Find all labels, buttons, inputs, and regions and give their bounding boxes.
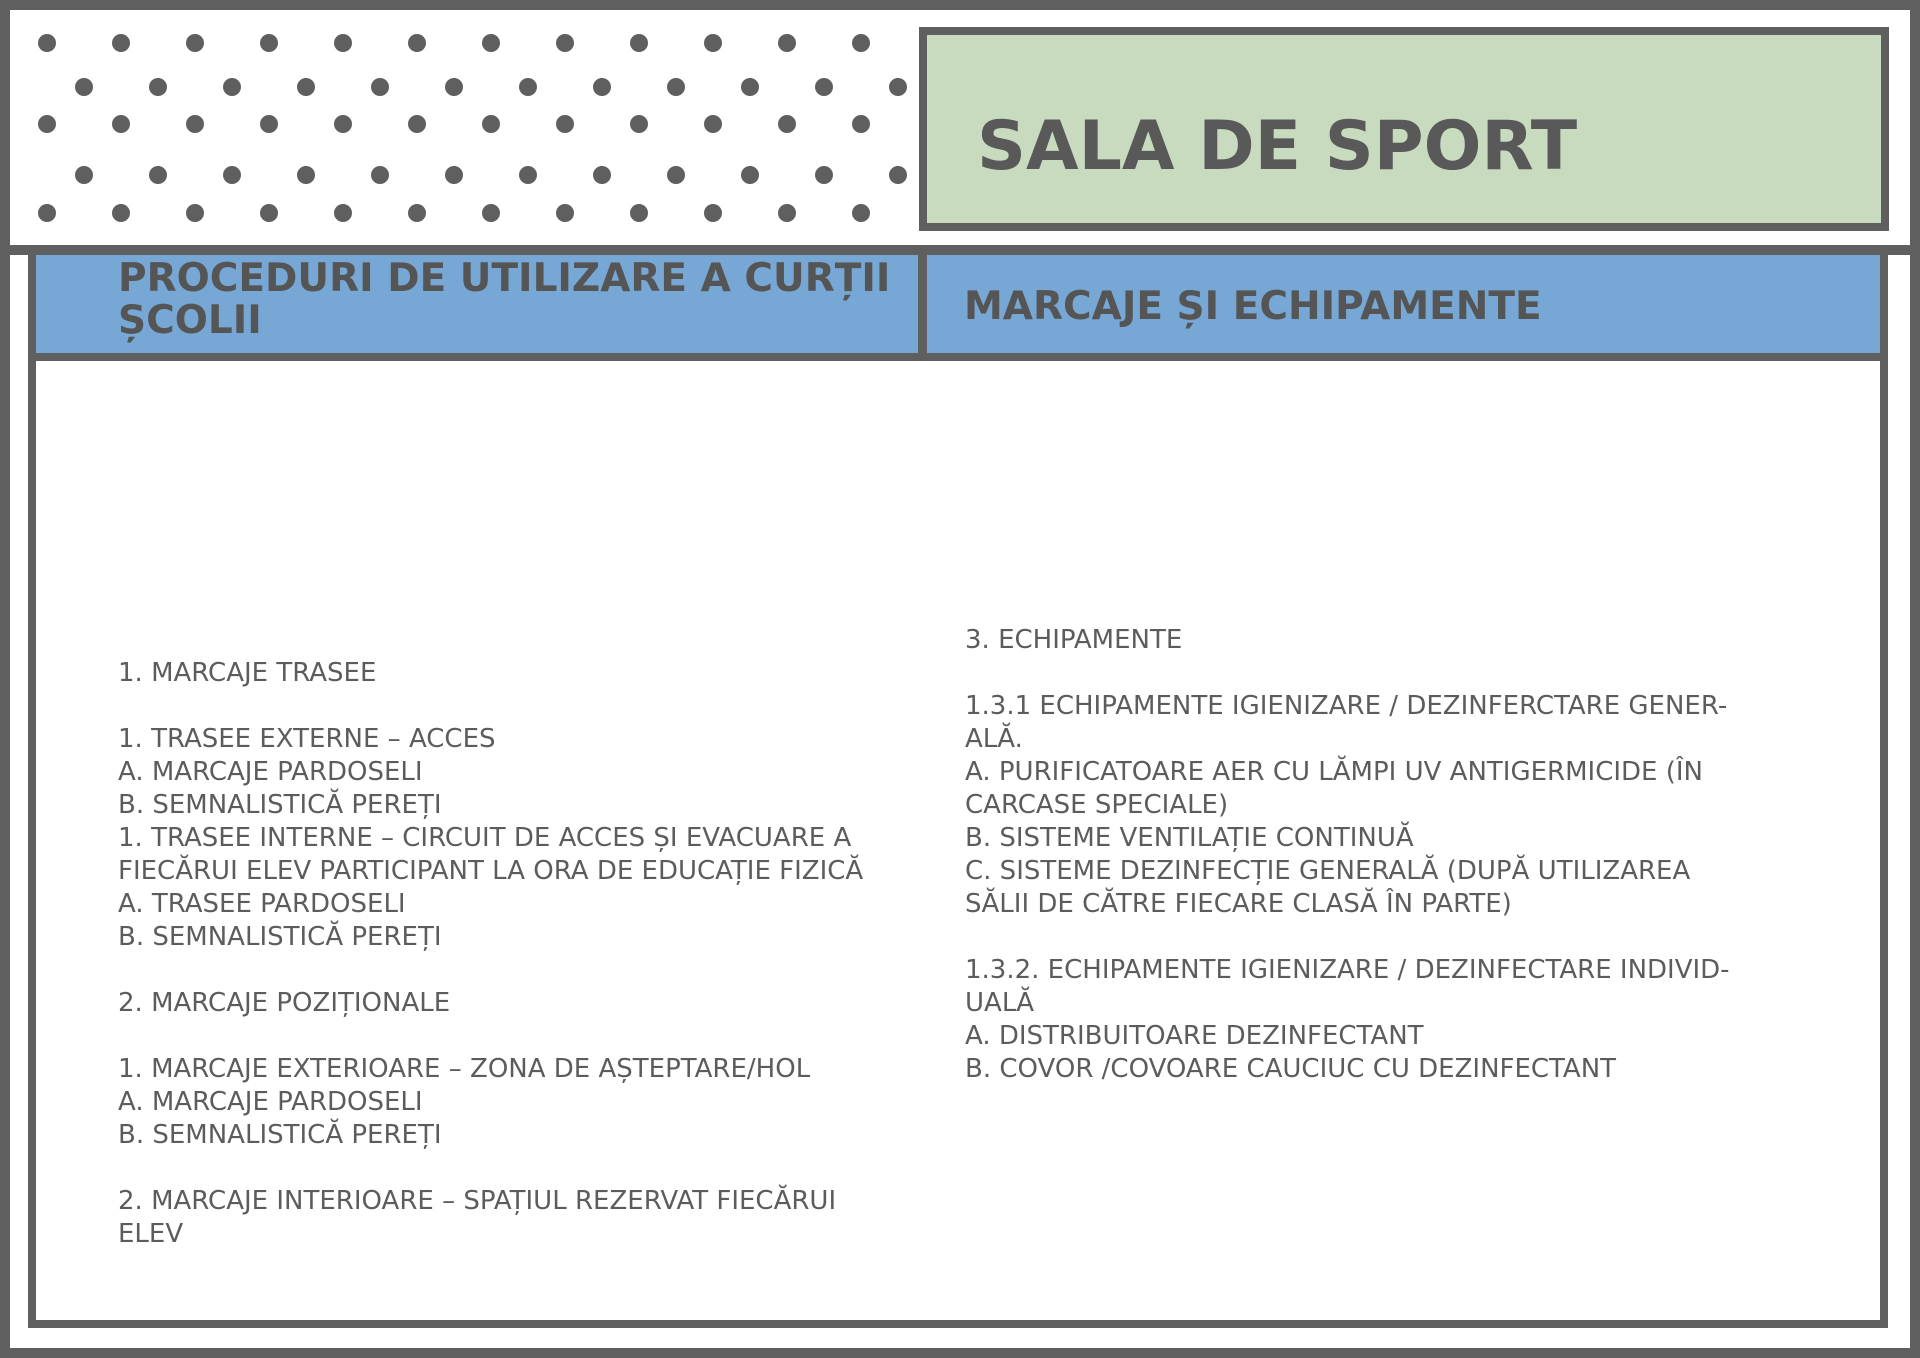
dot xyxy=(889,166,907,184)
header-left-title: PROCEDURI DE UTILIZARE A CURȚII ȘCOLII xyxy=(118,256,891,343)
dot xyxy=(112,204,130,222)
dot xyxy=(482,115,500,133)
dot xyxy=(556,115,574,133)
dot xyxy=(75,166,93,184)
dot xyxy=(852,204,870,222)
dot xyxy=(75,78,93,96)
dot xyxy=(667,166,685,184)
dot xyxy=(149,78,167,96)
dot xyxy=(297,166,315,184)
page-title: SALA DE SPORT xyxy=(977,107,1578,186)
text-line: B. SEMNALISTICĂ PEREȚI xyxy=(118,922,442,952)
dot xyxy=(778,204,796,222)
text-line: 1. MARCAJE EXTERIOARE – ZONA DE AȘTEPTARE/HOL xyxy=(118,1054,811,1084)
dot xyxy=(630,34,648,52)
dot xyxy=(112,34,130,52)
dot xyxy=(519,78,537,96)
dot xyxy=(889,78,907,96)
dot xyxy=(408,204,426,222)
text-line: 1.3.2. ECHIPAMENTE IGIENIZARE / DEZINFECTARE INDIVID- xyxy=(965,955,1730,985)
dot xyxy=(482,34,500,52)
text-line xyxy=(118,1020,938,1053)
dot xyxy=(704,34,722,52)
dot-pattern-graphic xyxy=(10,10,915,245)
dot xyxy=(815,78,833,96)
text-line: 1. TRASEE INTERNE – CIRCUIT DE ACCES ȘI EVACUARE A xyxy=(118,823,852,853)
dot xyxy=(815,166,833,184)
dot xyxy=(334,34,352,52)
text-line: ELEV xyxy=(118,1219,184,1249)
dot xyxy=(38,115,56,133)
dot xyxy=(593,166,611,184)
dot xyxy=(593,78,611,96)
dot xyxy=(371,166,389,184)
dot xyxy=(852,34,870,52)
right-column xyxy=(965,624,1785,1086)
dot xyxy=(556,204,574,222)
header-right-title: MARCAJE ȘI ECHIPAMENTE xyxy=(964,284,1542,329)
dot xyxy=(778,34,796,52)
dot xyxy=(667,78,685,96)
dot xyxy=(852,115,870,133)
text-line: 1. TRASEE EXTERNE – ACCES xyxy=(118,724,496,754)
text-line xyxy=(118,1152,938,1185)
dot xyxy=(334,115,352,133)
text-line xyxy=(118,690,938,723)
text-line: B. SISTEME VENTILAȚIE CONTINUĂ xyxy=(965,823,1414,853)
dot xyxy=(741,166,759,184)
dot xyxy=(149,166,167,184)
left-column xyxy=(118,657,938,1251)
dot xyxy=(445,78,463,96)
dot xyxy=(741,78,759,96)
text-line: 3. ECHIPAMENTE xyxy=(965,625,1183,655)
dot xyxy=(630,115,648,133)
dot xyxy=(223,78,241,96)
dot xyxy=(112,115,130,133)
header-bottom-border xyxy=(36,353,1880,361)
text-line: B. SEMNALISTICĂ PEREȚI xyxy=(118,790,442,820)
dot-pattern-decoration xyxy=(10,10,915,245)
dot xyxy=(482,204,500,222)
dot xyxy=(630,204,648,222)
text-line: B. COVOR /COVOARE CAUCIUC CU DEZINFECTANT xyxy=(965,1054,1617,1084)
dot xyxy=(445,166,463,184)
title-box xyxy=(919,27,1889,231)
text-line: UALĂ xyxy=(965,988,1035,1018)
text-line: 2. MARCAJE INTERIOARE – SPAȚIUL REZERVAT FIECĂRUI xyxy=(118,1186,837,1216)
dot xyxy=(186,115,204,133)
text-line: CARCASE SPECIALE) xyxy=(965,790,1229,820)
dot xyxy=(408,34,426,52)
text-line: B. SEMNALISTICĂ PEREȚI xyxy=(118,1120,442,1150)
top-divider xyxy=(0,245,1920,255)
dot xyxy=(704,204,722,222)
dot xyxy=(408,115,426,133)
dot xyxy=(778,115,796,133)
dot xyxy=(519,166,537,184)
dot xyxy=(556,34,574,52)
text-line: 1.3.1 ECHIPAMENTE IGIENIZARE / DEZINFERCTARE GENER- xyxy=(965,691,1728,721)
text-line: SĂLII DE CĂTRE FIECARE CLASĂ ÎN PARTE) xyxy=(965,889,1512,919)
dot xyxy=(704,115,722,133)
header-separator xyxy=(918,255,927,353)
text-line xyxy=(965,921,1785,954)
dot xyxy=(297,78,315,96)
text-line xyxy=(118,954,938,987)
text-line: A. MARCAJE PARDOSELI xyxy=(118,757,423,787)
dot xyxy=(260,34,278,52)
dot xyxy=(260,115,278,133)
dot xyxy=(223,166,241,184)
text-line: A. TRASEE PARDOSELI xyxy=(118,889,406,919)
dot xyxy=(38,34,56,52)
text-line: A. DISTRIBUITOARE DEZINFECTANT xyxy=(965,1021,1424,1051)
text-line: A. MARCAJE PARDOSELI xyxy=(118,1087,423,1117)
dot xyxy=(371,78,389,96)
text-line xyxy=(965,657,1785,690)
text-line: C. SISTEME DEZINFECȚIE GENERALĂ (DUPĂ UTILIZAREA xyxy=(965,856,1691,886)
dot xyxy=(38,204,56,222)
dot xyxy=(186,34,204,52)
text-line: ALĂ. xyxy=(965,724,1023,754)
text-line: FIECĂRUI ELEV PARTICIPANT LA ORA DE EDUCAȚIE FIZICĂ xyxy=(118,856,864,886)
text-line: 2. MARCAJE POZIȚIONALE xyxy=(118,988,451,1018)
dot xyxy=(186,204,204,222)
dot xyxy=(260,204,278,222)
text-line: A. PURIFICATOARE AER CU LĂMPI UV ANTIGERMICIDE (ÎN xyxy=(965,757,1703,787)
text-line: 1. MARCAJE TRASEE xyxy=(118,658,377,688)
dot xyxy=(334,204,352,222)
